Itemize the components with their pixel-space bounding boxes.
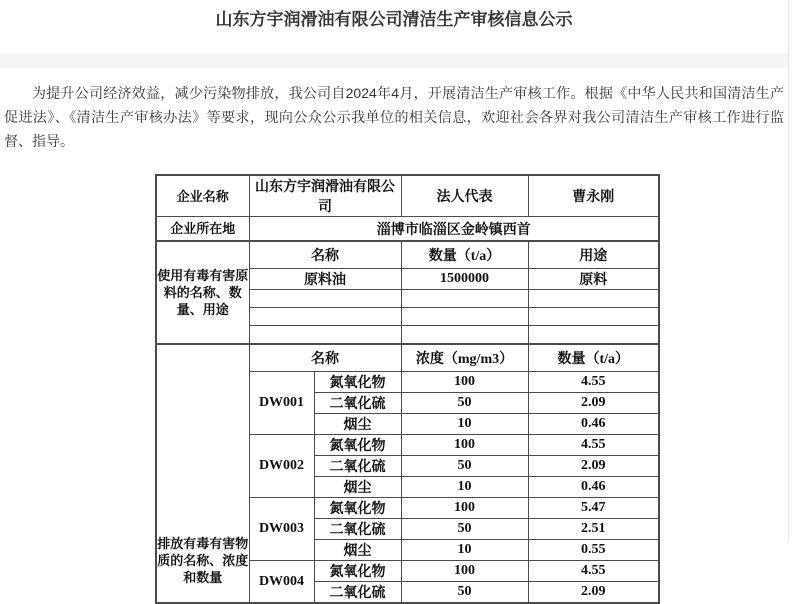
pollutant-concentration: 100 xyxy=(401,435,528,456)
material-use xyxy=(528,290,659,308)
legal-rep-value: 曹永刚 xyxy=(528,175,659,217)
emissions-header-row xyxy=(156,344,659,372)
pollutant-name: 氮氧化物 xyxy=(314,372,401,393)
emissions-section-label xyxy=(156,344,249,603)
pollutant-concentration: 10 xyxy=(401,540,528,561)
pollutant-quantity: 2.09 xyxy=(528,582,659,604)
pollutant-name: 氮氧化物 xyxy=(314,498,401,519)
pollutant-quantity: 0.46 xyxy=(528,477,659,498)
pollutant-concentration: 100 xyxy=(401,561,528,582)
material-name xyxy=(249,290,401,308)
pollutant-name: 二氧化硫 xyxy=(314,393,401,414)
materials-header-row xyxy=(156,241,659,269)
material-quantity: 1500000 xyxy=(401,269,528,290)
pollutant-name: 氮氧化物 xyxy=(314,561,401,582)
pollutant-quantity: 0.46 xyxy=(528,414,659,435)
intro-paragraph: 为提升公司经济效益，减少污染物排放，我公司自2024年4月，开展清洁生产审核工作。根据《中华人民共和国清洁生产促进法》、《清洁生产审核办法》等要求，现向公众公示我单位的相关信息，欢迎社会各界对我公司清洁生产审核工作进行监督、指导。 xyxy=(4,85,784,149)
material-quantity xyxy=(401,326,528,345)
materials-col-quantity: 数量（t/a） xyxy=(401,241,528,269)
divider-band xyxy=(0,53,788,68)
pollutant-quantity: 0.55 xyxy=(528,540,659,561)
materials-col-name: 名称 xyxy=(249,241,401,269)
emissions-section-label-text: 排放有毒有害物质的名称、浓度和数量 xyxy=(157,535,249,585)
material-name xyxy=(249,308,401,326)
pollutant-quantity: 4.55 xyxy=(528,372,659,393)
material-quantity xyxy=(401,290,528,308)
material-use xyxy=(528,308,659,326)
pollutant-concentration: 50 xyxy=(401,582,528,604)
pollutant-name: 二氧化硫 xyxy=(314,456,401,477)
legal-rep-label: 法人代表 xyxy=(401,175,528,217)
outlet-code: DW004 xyxy=(249,561,314,604)
pollutant-concentration: 10 xyxy=(401,414,528,435)
location-label: 企业所在地 xyxy=(156,217,249,242)
pollutant-concentration: 10 xyxy=(401,477,528,498)
company-name-value: 山东方宇润滑油有限公司 xyxy=(249,175,401,217)
company-row xyxy=(156,175,659,217)
pollutant-quantity: 2.09 xyxy=(528,393,659,414)
page-title: 山东方宇润滑油有限公司清洁生产审核信息公示 xyxy=(215,10,573,29)
emissions-col-concentration: 浓度（mg/m3） xyxy=(401,344,528,372)
material-use xyxy=(528,326,659,345)
pollutant-name: 二氧化硫 xyxy=(314,582,401,604)
materials-col-use: 用途 xyxy=(528,241,659,269)
pollutant-name: 烟尘 xyxy=(314,540,401,561)
outlet-code: DW002 xyxy=(249,435,314,498)
pollutant-concentration: 100 xyxy=(401,498,528,519)
pollutant-name: 二氧化硫 xyxy=(314,519,401,540)
outlet-code: DW001 xyxy=(249,372,314,435)
pollutant-concentration: 50 xyxy=(401,519,528,540)
outlet-code: DW003 xyxy=(249,498,314,561)
material-quantity xyxy=(401,308,528,326)
pollutant-name: 氮氧化物 xyxy=(314,435,401,456)
location-row xyxy=(156,217,659,242)
pollutant-name: 烟尘 xyxy=(314,414,401,435)
pollutant-quantity: 4.55 xyxy=(528,435,659,456)
pollutant-concentration: 100 xyxy=(401,372,528,393)
page-header xyxy=(0,0,788,53)
pollutant-quantity: 2.09 xyxy=(528,456,659,477)
material-use: 原料 xyxy=(528,269,659,290)
pollutant-quantity: 5.47 xyxy=(528,498,659,519)
pollutant-concentration: 50 xyxy=(401,456,528,477)
material-name xyxy=(249,326,401,345)
emissions-col-quantity: 数量（t/a） xyxy=(528,344,659,372)
materials-section-label: 使用有毒有害原料的名称、数量、用途 xyxy=(156,241,249,344)
emissions-col-name: 名称 xyxy=(249,344,401,372)
material-name: 原料油 xyxy=(249,269,401,290)
disclosure-table xyxy=(155,174,660,604)
pollutant-name: 烟尘 xyxy=(314,477,401,498)
location-value: 淄博市临淄区金岭镇西首 xyxy=(249,217,659,242)
pollutant-concentration: 50 xyxy=(401,393,528,414)
pollutant-quantity: 4.55 xyxy=(528,561,659,582)
company-name-label: 企业名称 xyxy=(156,175,249,217)
pollutant-quantity: 2.51 xyxy=(528,519,659,540)
